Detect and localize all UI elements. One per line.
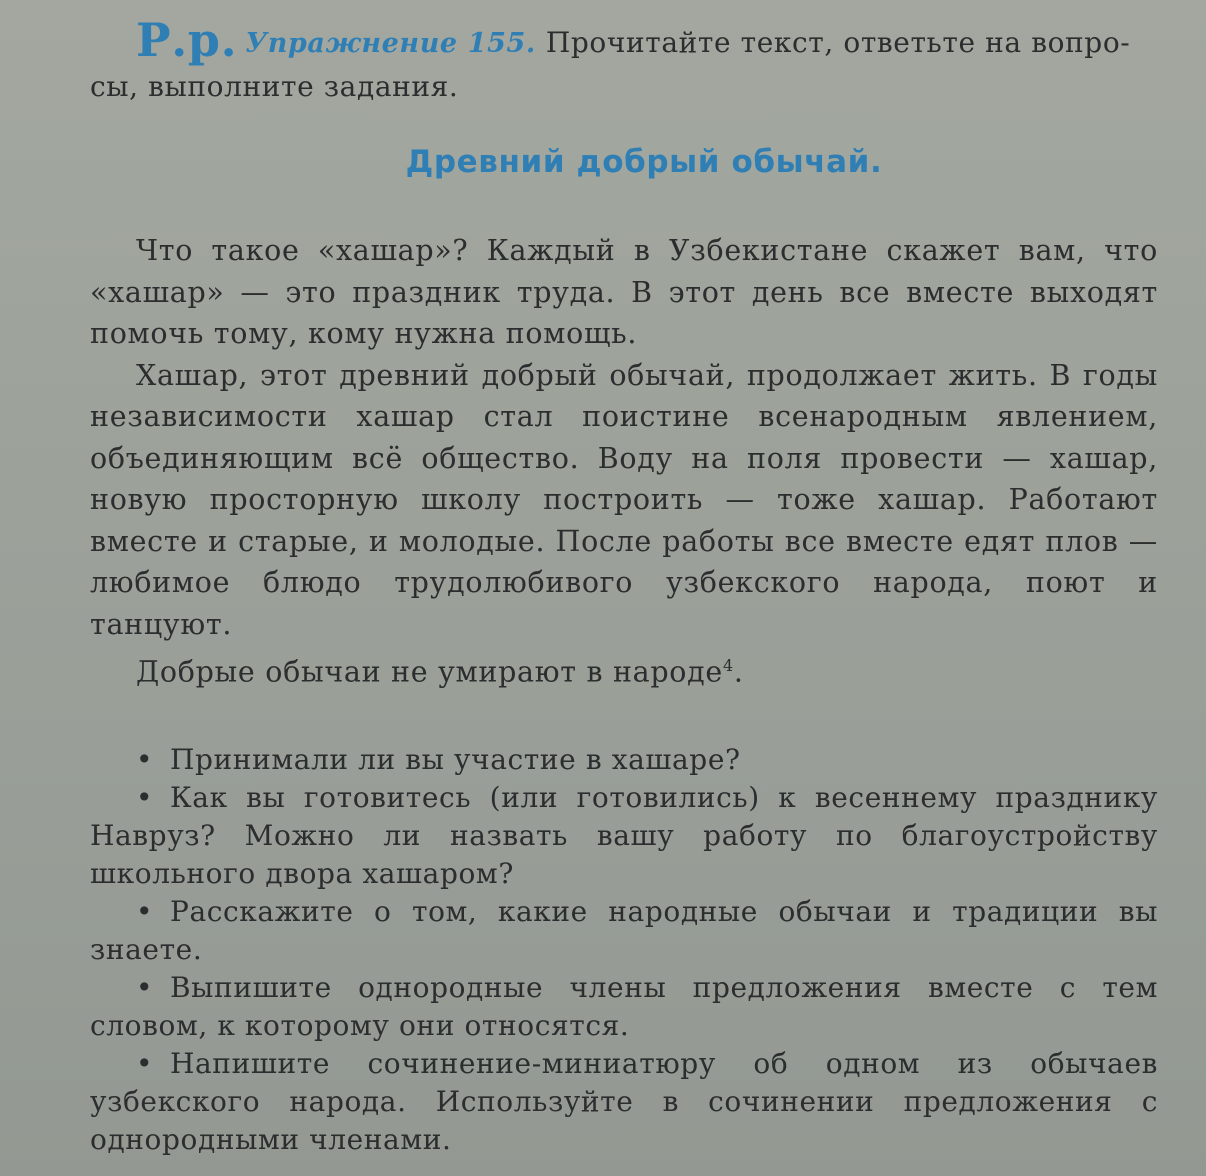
paragraph-1: Что такое «хашар»? Каждый в Узбекистане скажет вам, что «хашар» — это праздник труда. В этот день все вместе выходят помочь тому, кому нужна помощь. — [90, 234, 1158, 350]
question-item — [90, 893, 1158, 969]
question-item — [90, 1045, 1158, 1159]
question-text: Принимали ли вы участие в хашаре? — [170, 743, 741, 776]
reading-text — [90, 230, 1158, 693]
paragraph-2: Хашар, этот древний добрый обычай, продолжает жить. В годы независимости хашар стал поистине всенародным явлением, объединяющим всё общество. Воду на поля провести — хашар, новую просторную школу построить — тоже хашар. Работают вместе и старые, и молодые. После работы все вместе едят плов — любимое блюдо трудолюбивого узбекского народа, поют и танцуют. — [90, 358, 1158, 641]
questions-list — [90, 741, 1158, 1159]
speech-development-mark: Р.р. — [136, 13, 238, 67]
question-item — [90, 741, 1158, 779]
paragraph-3-text: Добрые обычаи не умирают в народе — [136, 655, 723, 689]
question-text: Расскажите о том, какие народные обычаи и традиции вы знаете. — [90, 895, 1158, 966]
footnote-marker: 4 — [722, 656, 734, 675]
exercise-header — [90, 13, 1158, 67]
question-text: Выпишите однородные члены предложения вместе с тем словом, к которому они относятся. — [90, 971, 1158, 1042]
bullet-icon: • — [136, 1047, 154, 1080]
question-item — [90, 779, 1158, 893]
paragraph-3-end: . — [733, 655, 744, 689]
question-text: Напишите сочинение-миниатюру об одном из обычаев узбекского народа. Используйте в сочинении предложения с однородными членами. — [90, 1047, 1158, 1156]
exercise-number: Упражнение 155. — [245, 28, 536, 59]
text-title: Древний добрый обычай. — [405, 144, 883, 180]
bullet-icon: • — [136, 971, 154, 1004]
instruction-text-line1: Прочитайте текст, ответьте на вопро- — [545, 26, 1131, 59]
question-text: Как вы готовитесь (или готовились) к весеннему празднику Навруз? Можно ли назвать вашу работу по благоустройству школьного двора хашаром? — [90, 781, 1158, 890]
instruction-text-line2: сы, выполните задания. — [90, 70, 459, 103]
bullet-icon: • — [136, 781, 154, 814]
question-item — [90, 969, 1158, 1045]
bullet-icon: • — [136, 743, 154, 776]
bullet-icon: • — [136, 895, 154, 928]
paragraph-3 — [90, 645, 1158, 693]
